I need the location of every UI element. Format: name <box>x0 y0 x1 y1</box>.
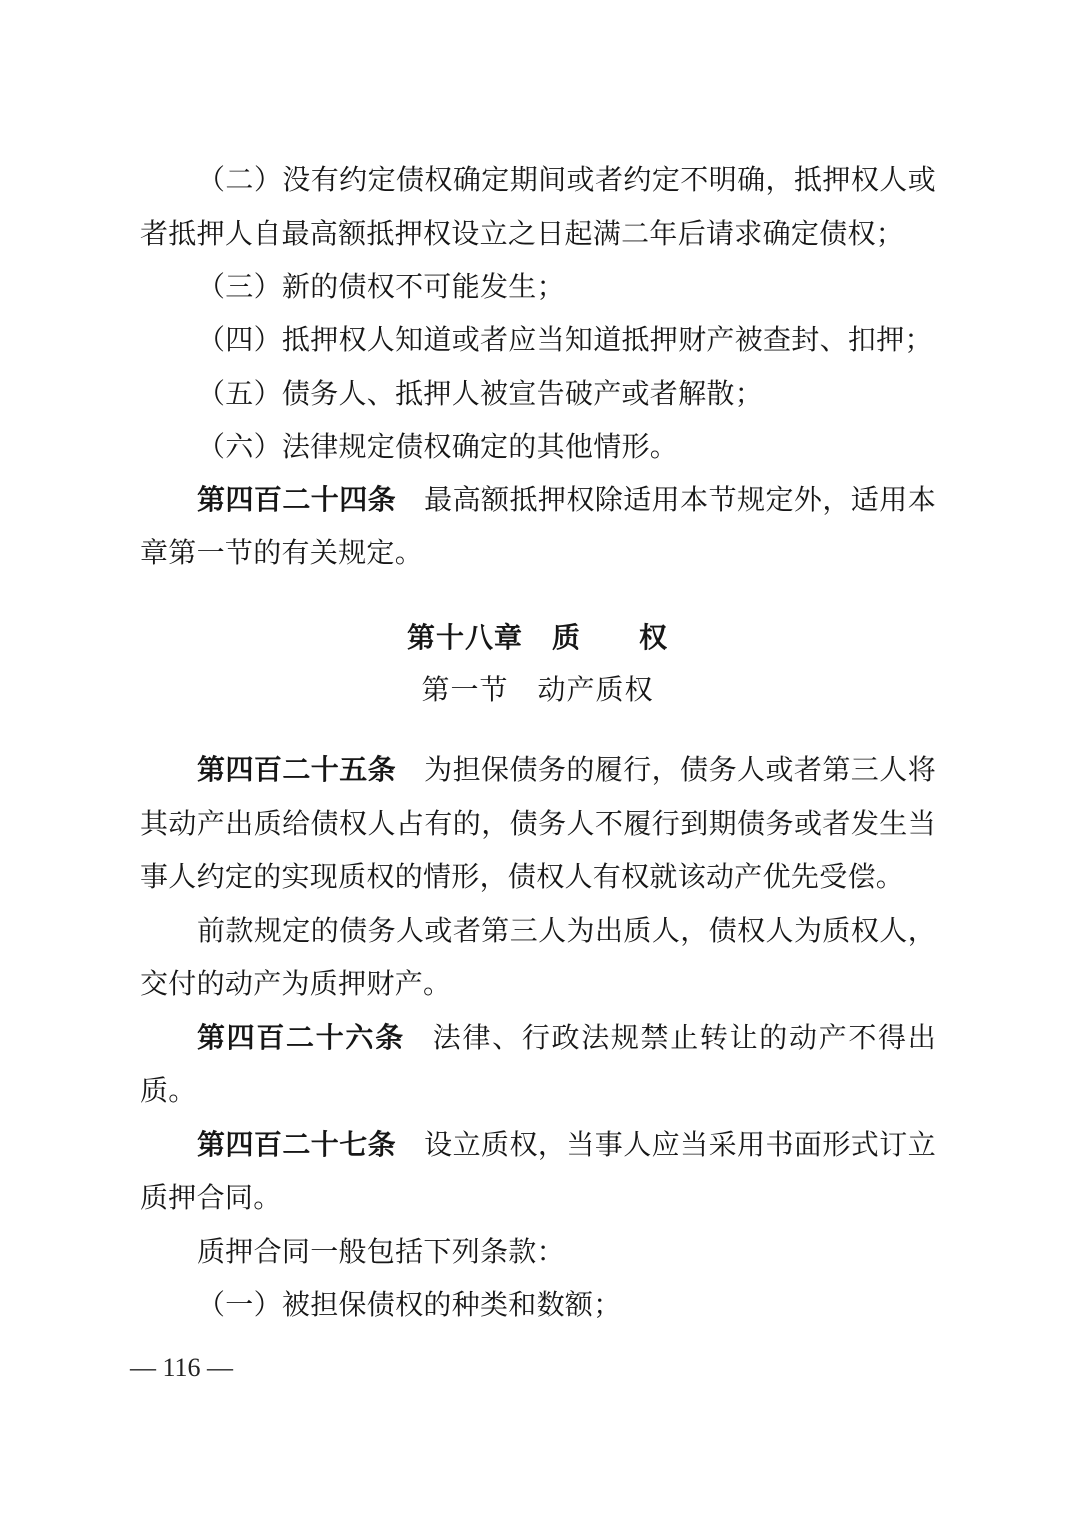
article-text-line: 质。 <box>140 1074 197 1108</box>
article-424-first-line <box>140 473 936 526</box>
article-426-first-line <box>140 1011 936 1065</box>
article-text: 法律、行政法规禁止转让的动产不得出 <box>432 1020 936 1054</box>
article-text-line: 质押合同。 <box>140 1181 282 1215</box>
article-text-line: 其动产出质给债权人占有的，债务人不履行到期债务或者发生当 <box>140 806 936 840</box>
item-line: （四）抵押权人知道或者应当知道抵押财产被查封、扣押； <box>197 323 933 357</box>
item-line: （六）法律规定债权确定的其他情形。 <box>197 429 679 463</box>
article-text: 设立质权，当事人应当采用书面形式订立 <box>424 1127 936 1161</box>
article-text: 为担保债务的履行，债务人或者第三人将 <box>424 753 936 787</box>
item-line: 者抵押人自最高额抵押权设立之日起满二年后请求确定债权； <box>140 216 905 250</box>
article-text-line: 前款规定的债务人或者第三人为出质人，债权人为质权人， <box>197 913 936 947</box>
article-text-line: 章第一节的有关规定。 <box>140 536 424 570</box>
article-number: 第四百二十六条 <box>197 1020 405 1054</box>
article-text-line: 事人约定的实现质权的情形，债权人有权就该动产优先受偿。 <box>140 860 905 894</box>
article-425-first-line <box>140 743 936 797</box>
article-number: 第四百二十七条 <box>197 1127 397 1161</box>
item-line: （三）新的债权不可能发生； <box>197 269 565 303</box>
item-line: （二）没有约定债权确定期间或者约定不明确，抵押权人或 <box>197 163 936 197</box>
article-text: 最高额抵押权除适用本节规定外，适用本 <box>424 483 936 517</box>
page-number: — 116 — <box>130 1353 234 1382</box>
article-text-line: 质押合同一般包括下列条款： <box>197 1234 565 1268</box>
article-423-424-block <box>140 153 936 579</box>
article-text-line: 交付的动产为质押财产。 <box>140 967 452 1001</box>
article-number: 第四百二十四条 <box>197 483 397 517</box>
section-title: 第一节 动产质权 <box>421 673 654 706</box>
item-line: （五）债务人、抵押人被宣告破产或者解散； <box>197 376 764 410</box>
article-427-first-line <box>140 1118 936 1172</box>
article-number: 第四百二十五条 <box>197 753 397 787</box>
articles-block <box>140 743 936 1332</box>
chapter-title: 第十八章 质 权 <box>406 621 668 654</box>
item-line: （一）被担保债权的种类和数额； <box>197 1288 622 1322</box>
